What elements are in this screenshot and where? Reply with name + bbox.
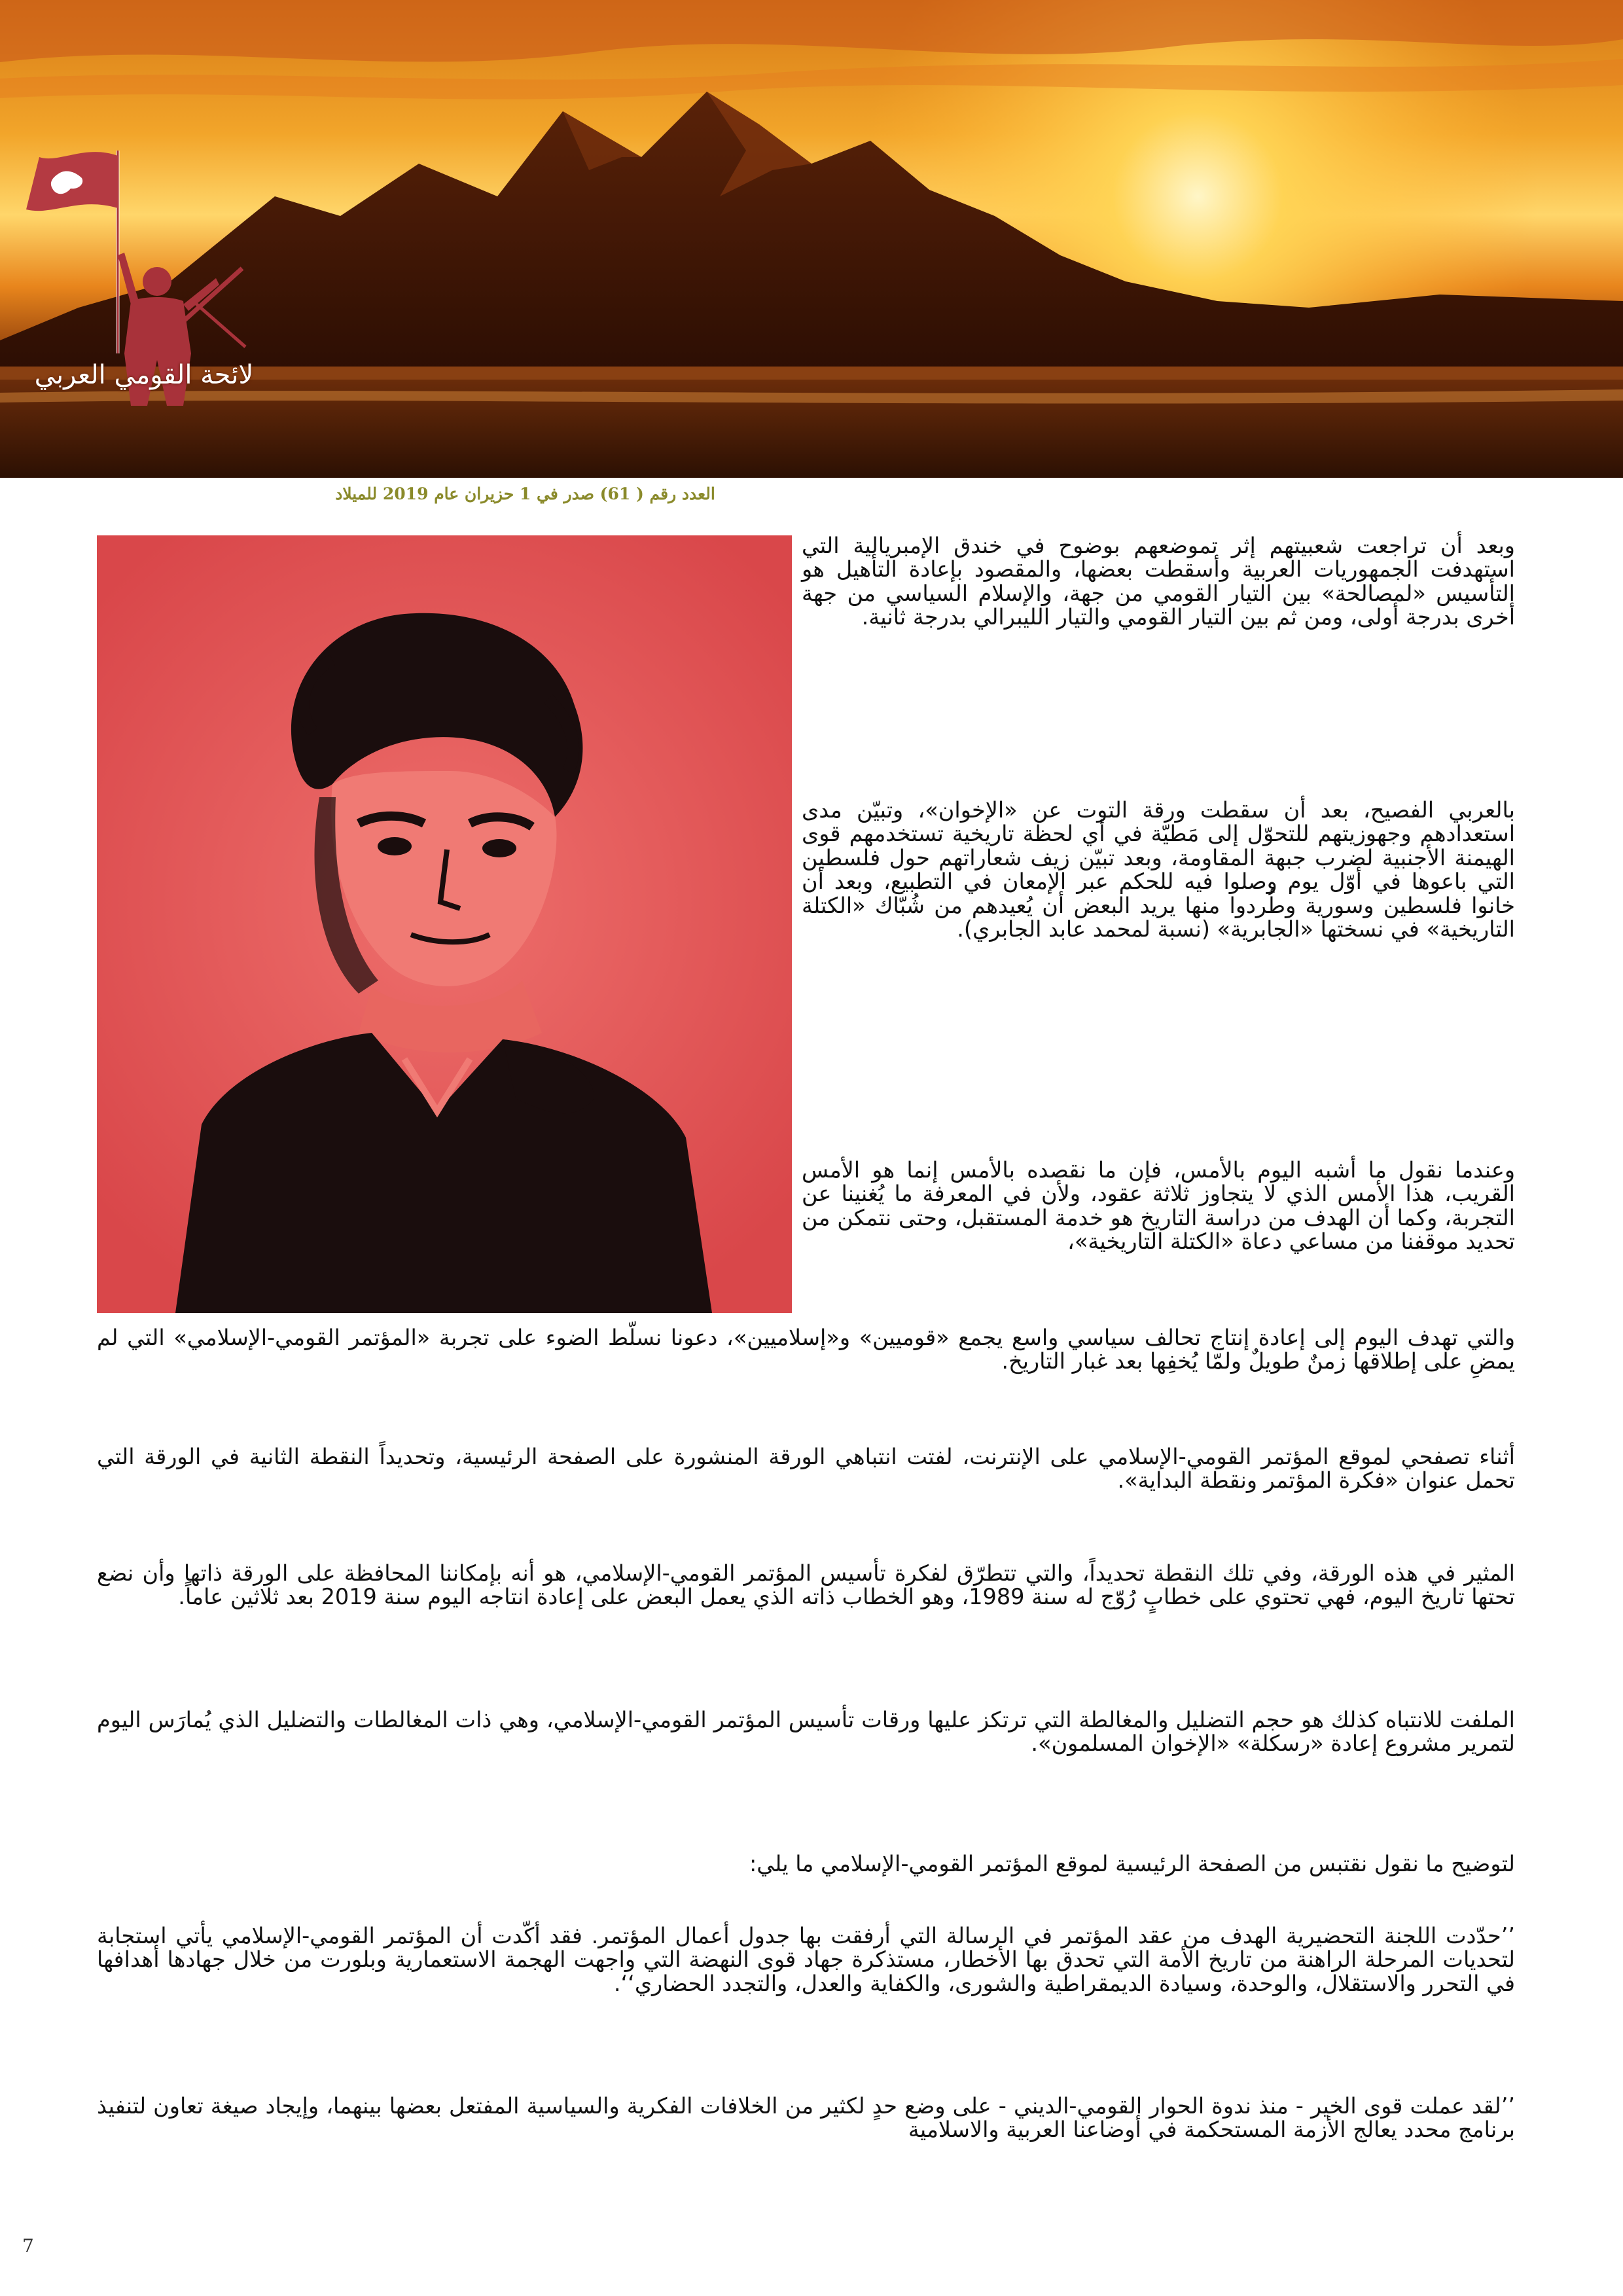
article-paragraph-6: الملفت للانتباه كذلك هو حجم التضليل والمغالطة التي ترتكز عليها ورقات تأسيس المؤتمر القومي-الإسلامي، وهي ذات المغالطات والتضليل الذي يُمارَس اليوم لتمرير مشروع إعادة «رسكلة» «الإخوان المسلمون». <box>97 1707 1515 1757</box>
logo-title: لائحة القومي العربي <box>34 360 254 390</box>
article-paragraph-3-continued: والتي تهدف اليوم إلى إعادة إنتاج تحالف سياسي واسع يجمع «قوميين» و«إسلاميين»، دعونا نسلّط الضوء على تجربة «المؤتمر القومي-الإسلامي» التي لم يمضِ على إطلاقها زمنٌ طويلٌ ولمّا يُخفِها بعد غبار التاريخ. <box>97 1325 1515 1374</box>
portrait-image <box>97 535 792 1313</box>
issue-line: العدد رقم ( 61) صدر في 1 حزيران عام 2019 للميلاد <box>335 484 715 503</box>
article-paragraph-5: المثير في هذه الورقة، وفي تلك النقطة تحديداً، والتي تتطرّق لفكرة تأسيس المؤتمر القومي-الإسلامي، هو أنه بإمكاننا المحافظة على الورقة ذاتها وأن نضع تحتها تاريخ اليوم، فهي تحتوي على خطابٍ رُوّج له سنة 1989، وهو الخطاب ذاته الذي يعمل البعض على إعادة انتاجه اليوم سنة 2019 بعد ثلاثين عاماً. <box>97 1560 1515 1610</box>
article-paragraph-7: لتوضيح ما نقول نقتبس من الصفحة الرئيسية لموقع المؤتمر القومي-الإسلامي ما يلي: <box>749 1851 1515 1876</box>
article-paragraph-4: أثناء تصفحي لموقع المؤتمر القومي-الإسلامي على الإنترنت، لفتت انتباهي الورقة المنشورة على الصفحة الرئيسية، وتحديداً النقطة الثانية في الورقة التي تحمل عنوان «فكرة المؤتمر ونقطة البداية». <box>97 1444 1515 1494</box>
page-number: 7 <box>22 2235 34 2257</box>
article-quote-1: ’’حدّدت اللجنة التحضيرية الهدف من عقد المؤتمر في الرسالة التي أرفقت بها جدول أعمال المؤتمر. فقد أكّدت أن المؤتمر القومي-الإسلامي يأتي استجابة لتحديات المرحلة الراهنة من تاريخ الأمة التي تحدق بها الأخطار، مستذكرة جهاد قوى النهضة التي واجهت الهجمة الاستعمارية وبلورت من خلال جهادها أهدافها في التحرر والاستقلال، والوحدة، وسيادة الديمقراطية والشورى، والكفاية والعدل، والتجدد الحضاري‘‘. <box>97 1923 1515 1996</box>
article-quote-2: ’’لقد عملت قوى الخير - منذ ندوة الحوار القومي-الديني - على وضع حدٍ لكثير من الخلافات الفكرية والسياسية المفتعل بعضها بينهما، وإيجاد صيغة تعاون لتنفيذ برنامج محدد يعالج الأزمة المستحكمة في أوضاعنا العربية والاسلامية <box>97 2093 1515 2143</box>
article-paragraph-1: وبعد أن تراجعت شعبيتهم إثر تموضعهم بوضوح في خندق الإمبريالية التي استهدفت الجمهوريات العربية وأسقطت بعضها، والمقصود بإعادة التأهيل هو التأسيس «لمصالحة» بين التيار القومي من جهة، والإسلام السياسي من جهة أخرى بدرجة أولى، ومن ثم بين التيار القومي والتيار الليبرالي بدرجة ثانية. <box>802 533 1515 630</box>
article-paragraph-2: بالعربي الفصيح، بعد أن سقطت ورقة التوت عن «الإخوان»، وتبيّن مدى استعدادهم وجهوزيتهم للتحوّل إلى مَطيّة في أي لحظة تاريخية تستخدمهم قوى الهيمنة الأجنبية لضرب جبهة المقاومة، وبعد تبيّن زيف شعاراتهم حول فلسطين التي باعوها في أوّل يوم وصلوا فيه للحكم عبر الإمعان في التطبيع، وبعد أن خانوا فلسطين وسورية وطُردوا منها يريد البعض أن يُعيدهم من شُبّاك «الكتلة التاريخية» في نسختها «الجابرية» (نسبة لمحمد عابد الجابري). <box>802 797 1515 942</box>
header-banner <box>0 0 1623 478</box>
article-paragraph-3: وعندما نقول ما أشبه اليوم بالأمس، فإن ما نقصده بالأمس إنما هو الأمس القريب، هذا الأمس الذي لا يتجاوز ثلاثة عقود، ولأن في المعرفة ما يُغنينا عن التجربة، وكما أن الهدف من دراسة التاريخ هو خدمة المستقبل، وحتى نتمكن من تحديد موقفنا من مساعي دعاة «الكتلة التاريخية»، <box>802 1157 1515 1255</box>
portrait-drawing <box>97 535 792 1313</box>
